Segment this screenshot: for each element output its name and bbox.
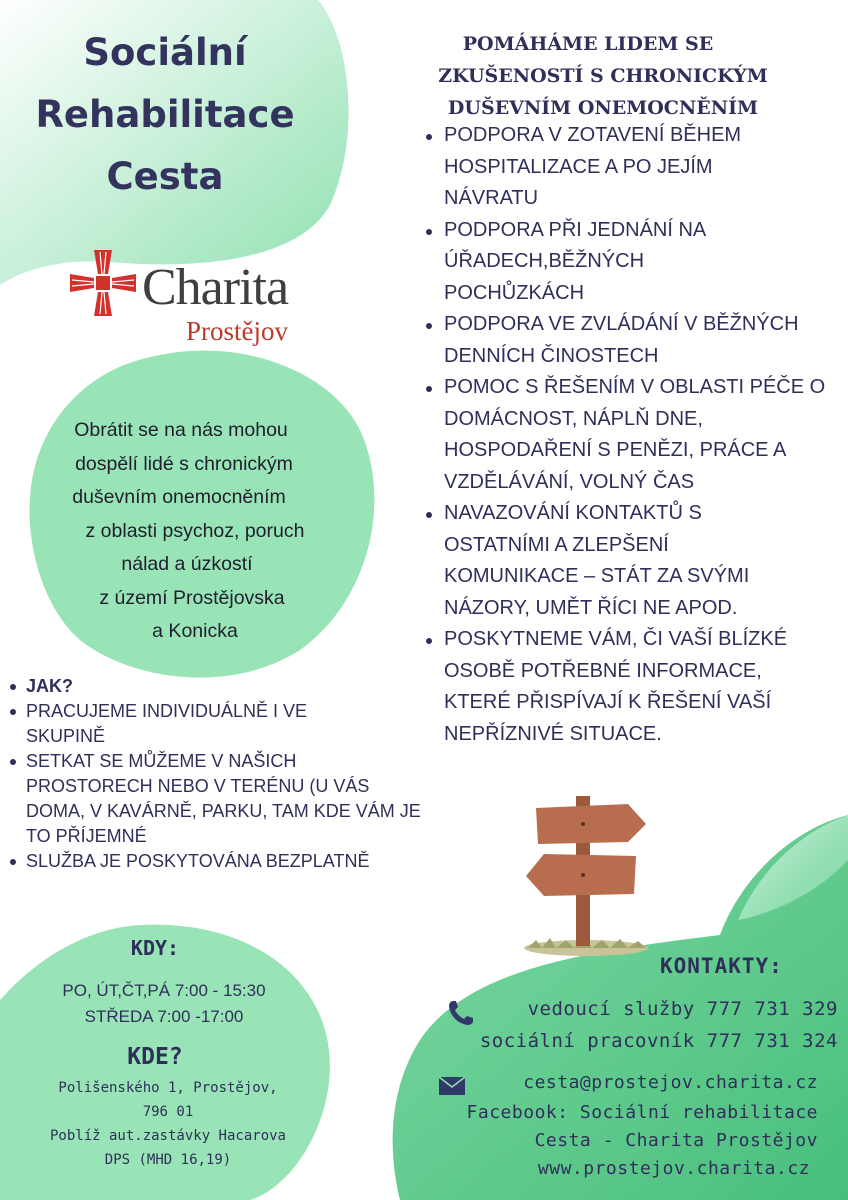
facebook-line: Facebook: Sociální rehabilitace	[466, 1102, 818, 1123]
opening-hours	[34, 978, 294, 1030]
how-heading: JAK?	[26, 674, 446, 699]
when-heading: KDY:	[130, 936, 180, 960]
signpost-icon	[516, 790, 656, 960]
address-line: 796 01	[142, 1104, 194, 1120]
services-heading-line: DUŠEVNÍM ONEMOCNĚNÍM	[447, 97, 759, 119]
address-line: Poblíž aut.zastávky Hacarova	[49, 1128, 286, 1144]
title-line-3: Cesta	[106, 155, 224, 198]
who-line: z oblasti psychoz, poruch	[85, 519, 305, 542]
address-line: Polišenského 1, Prostějov,	[58, 1080, 278, 1096]
services-heading-line: ZKUŠENOSTÍ S CHRONICKÝM	[438, 65, 768, 87]
services-heading	[418, 28, 788, 124]
list-item: PODPORA V ZOTAVENÍ BĚHEM HOSPITALIZACE A PO JEJÍM NÁVRATU	[444, 120, 774, 215]
list-item: POSKYTNEME VÁM, ČI VAŠÍ BLÍZKÉ OSOBĚ POTŘEBNÉ INFORMACE, KTERÉ PŘISPÍVAJÍ K ŘEŠENÍ VAŠÍ NEPŘÍZNIVÉ SITUACE.	[444, 624, 834, 750]
logo-city: Prostějov	[186, 316, 289, 346]
services-list	[444, 120, 844, 750]
list-item: SLUŽBA JE POSKYTOVÁNA BEZPLATNĚ	[26, 849, 446, 874]
manager-phone: vedoucí služby 777 731 329	[527, 998, 838, 1020]
charita-logo	[68, 244, 308, 354]
email-address: cesta@prostejov.charita.cz	[523, 1072, 818, 1093]
facebook-line: Cesta - Charita Prostějov	[534, 1130, 818, 1151]
social-worker-phone: sociální pracovník 777 731 324	[479, 1030, 838, 1052]
who-line: dospělí lidé s chronickým	[75, 452, 293, 475]
target-group-text	[30, 414, 348, 649]
mail-icon	[438, 1076, 466, 1096]
page-title	[20, 22, 310, 208]
who-line: nálad a úzkostí	[121, 553, 253, 575]
title-line-1: Sociální	[83, 31, 247, 74]
title-line-2: Rehabilitace	[35, 93, 295, 136]
list-item: PRACUJEME INDIVIDUÁLNĚ I VE SKUPINĚ	[26, 699, 386, 749]
who-line: duševním onemocněním	[72, 486, 286, 508]
charita-cross-icon	[68, 248, 138, 318]
where-heading: KDE?	[127, 1044, 183, 1070]
who-line: a Konicka	[152, 620, 238, 642]
who-line: z území Prostějovska	[99, 586, 285, 609]
list-item: NAVAZOVÁNÍ KONTAKTŮ S OSTATNÍMI A ZLEPŠENÍ KOMUNIKACE – STÁT ZA SVÝMI NÁZORY, UMĚT ŘÍCI NE APOD.	[444, 498, 804, 624]
logo-word: Charita	[142, 259, 289, 316]
phone-icon	[446, 998, 476, 1028]
who-line: Obrátit se na nás mohou	[74, 419, 288, 441]
address-line: DPS (MHD 16,19)	[104, 1152, 232, 1168]
how-list	[26, 674, 446, 874]
list-item: PODPORA VE ZVLÁDÁNÍ V BĚŽNÝCH DENNÍCH ČINOSTECH	[444, 309, 824, 372]
hours-line: STŘEDA 7:00 -17:00	[84, 1007, 244, 1026]
website-address: www.prostejov.charita.cz	[537, 1158, 810, 1179]
list-item: SETKAT SE MŮŽEME V NAŠICH PROSTORECH NEBO V TERÉNU (U VÁS DOMA, V KAVÁRNĚ, PARKU, TAM KDE VÁM JE TO PŘÍJEMNÉ	[26, 749, 421, 849]
list-item: POMOC S ŘEŠENÍM V OBLASTI PÉČE O DOMÁCNOST, NÁPLŇ DNE, HOSPODAŘENÍ S PENĚZI, PRÁCE A VZDĚLÁVÁNÍ, VOLNÝ ČAS	[444, 372, 834, 498]
contacts-heading: KONTAKTY:	[660, 954, 783, 978]
list-item: PODPORA PŘI JEDNÁNÍ NA ÚŘADECH,BĚŽNÝCH POCHŮZKÁCH	[444, 215, 744, 310]
services-heading-line: POMÁHÁME LIDEM SE	[462, 33, 714, 55]
address	[20, 1076, 316, 1172]
hours-line: PO, ÚT,ČT,PÁ 7:00 - 15:30	[62, 981, 266, 1000]
